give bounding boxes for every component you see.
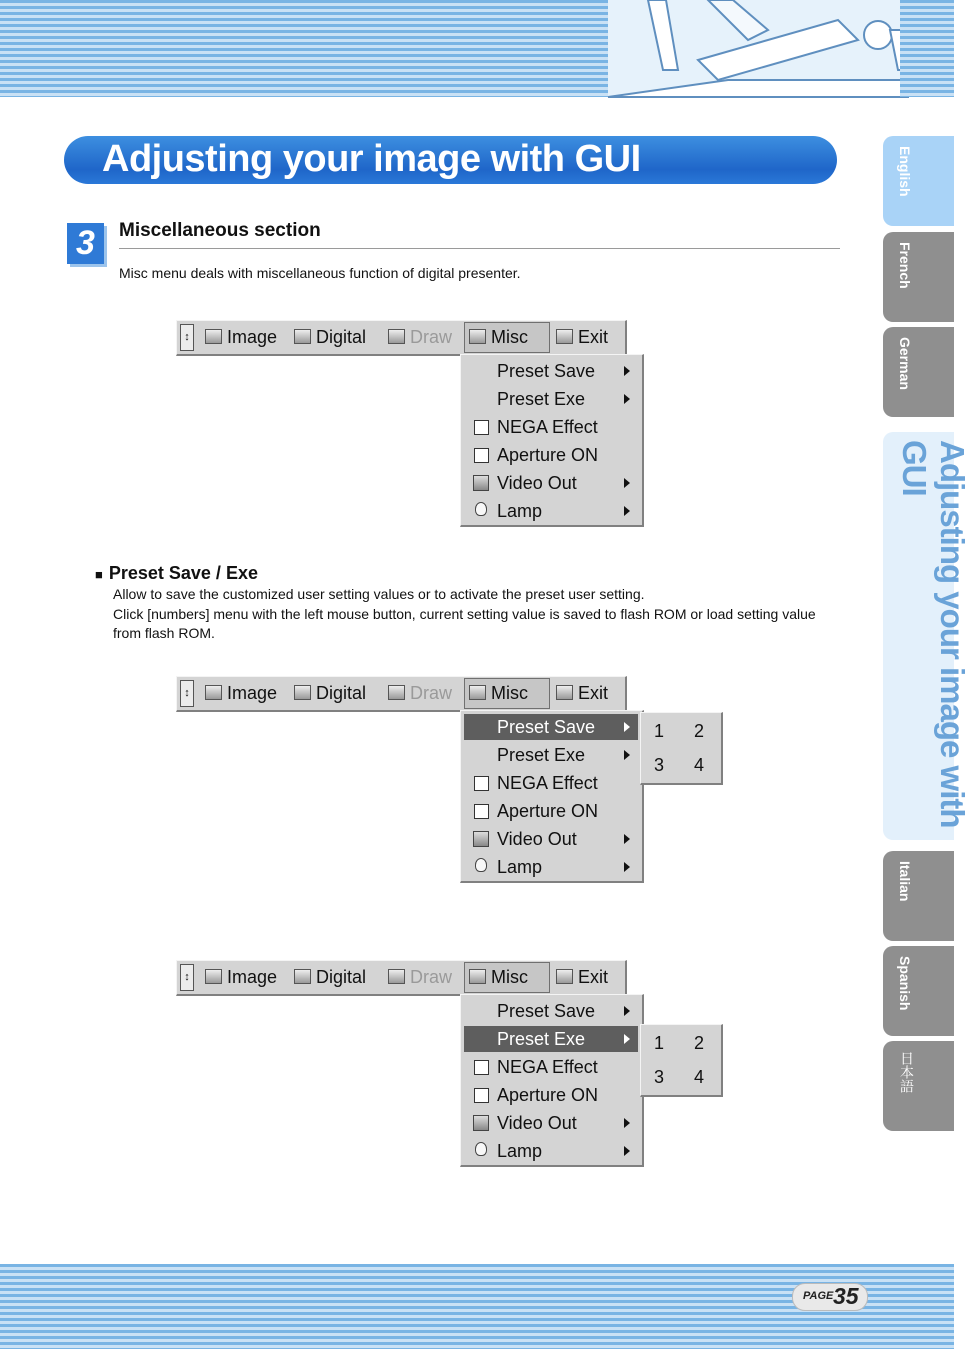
misc-icon [469, 969, 486, 984]
page-number: 35 [833, 1283, 859, 1309]
video-icon [473, 475, 489, 491]
item-preset-exe[interactable]: Preset Exe [464, 742, 638, 768]
item-nega-effect[interactable]: NEGA Effect [464, 414, 638, 440]
image-icon [205, 329, 222, 344]
menubar [176, 676, 627, 712]
menu-misc[interactable]: Misc [464, 678, 550, 709]
tab-current-chapter: Adjusting your image with GUI [883, 432, 954, 840]
submenu-arrow-icon [624, 506, 630, 516]
title-banner [64, 136, 837, 184]
checkbox-icon[interactable] [474, 776, 489, 791]
subsection-paragraph: Allow to save the customized user setting values or to activate the preset user setting. [113, 586, 645, 602]
menu-digital[interactable]: Digital [294, 321, 366, 354]
misc-icon [469, 685, 486, 700]
page-label: PAGE [803, 1290, 834, 1302]
item-preset-save[interactable]: Preset Save [464, 998, 638, 1024]
grip-icon[interactable]: ↕ [180, 324, 194, 351]
exit-icon [556, 685, 573, 700]
item-preset-save[interactable]: Preset Save [464, 358, 638, 384]
item-video-out[interactable]: Video Out [464, 470, 638, 496]
item-video-out[interactable]: Video Out [464, 1110, 638, 1136]
submenu-arrow-icon [624, 862, 630, 872]
presenter-arm-icon [608, 0, 908, 97]
menu-misc[interactable]: Misc [464, 322, 550, 353]
preset-3[interactable]: 3 [653, 755, 664, 775]
page-number-badge [792, 1283, 868, 1311]
item-lamp[interactable]: Lamp [464, 854, 638, 880]
exit-icon [556, 329, 573, 344]
grip-icon[interactable]: ↕ [180, 680, 194, 707]
draw-icon [388, 969, 405, 984]
item-aperture-on[interactable]: Aperture ON [464, 1082, 638, 1108]
preset-2[interactable]: 2 [693, 721, 704, 741]
submenu-arrow-icon [624, 394, 630, 404]
item-preset-save[interactable]: Preset Save [464, 714, 638, 740]
checkbox-icon[interactable] [474, 448, 489, 463]
item-lamp[interactable]: Lamp [464, 498, 638, 524]
menu-exit[interactable]: Exit [556, 321, 608, 354]
submenu-arrow-icon [624, 1146, 630, 1156]
grip-icon[interactable]: ↕ [180, 964, 194, 991]
menu-draw[interactable]: Draw [388, 961, 452, 994]
menu-exit[interactable]: Exit [556, 961, 608, 994]
item-lamp[interactable]: Lamp [464, 1138, 638, 1164]
digital-icon [294, 969, 311, 984]
submenu-arrow-icon [624, 366, 630, 376]
tab-french[interactable]: French [883, 232, 954, 322]
lamp-icon [475, 502, 487, 516]
menu-image[interactable]: Image [205, 321, 277, 354]
preset-4[interactable]: 4 [693, 755, 704, 775]
submenu-arrow-icon [624, 1118, 630, 1128]
preset-number-submenu [640, 712, 723, 785]
draw-icon [388, 685, 405, 700]
section-title: Miscellaneous section [119, 220, 321, 241]
tab-japanese[interactable]: 日本語 [883, 1041, 954, 1131]
item-nega-effect[interactable]: NEGA Effect [464, 770, 638, 796]
video-icon [473, 1115, 489, 1131]
lamp-icon [475, 858, 487, 872]
misc-dropdown [460, 354, 644, 527]
checkbox-icon[interactable] [474, 420, 489, 435]
presenter-illustration [608, 0, 908, 97]
preset-1[interactable]: 1 [653, 721, 664, 741]
preset-number-submenu [640, 1024, 723, 1097]
item-aperture-on[interactable]: Aperture ON [464, 798, 638, 824]
submenu-arrow-icon [624, 722, 630, 732]
bullet-square-icon: ■ [95, 567, 103, 582]
preset-4[interactable]: 4 [693, 1067, 704, 1087]
item-preset-exe[interactable]: Preset Exe [464, 386, 638, 412]
menu-image[interactable]: Image [205, 677, 277, 710]
checkbox-icon[interactable] [474, 804, 489, 819]
preset-1[interactable]: 1 [653, 1033, 664, 1053]
section-divider [119, 248, 840, 249]
menu-misc[interactable]: Misc [464, 962, 550, 993]
section-description: Misc menu deals with miscellaneous function of digital presenter. [119, 265, 521, 281]
tab-spanish[interactable]: Spanish [883, 946, 954, 1036]
submenu-arrow-icon [624, 1006, 630, 1016]
menu-exit[interactable]: Exit [556, 677, 608, 710]
submenu-arrow-icon [624, 750, 630, 760]
tab-english[interactable]: English [883, 136, 954, 226]
item-video-out[interactable]: Video Out [464, 826, 638, 852]
misc-icon [469, 329, 486, 344]
video-icon [473, 831, 489, 847]
preset-3[interactable]: 3 [653, 1067, 664, 1087]
menu-digital[interactable]: Digital [294, 677, 366, 710]
checkbox-icon[interactable] [474, 1060, 489, 1075]
exit-icon [556, 969, 573, 984]
digital-icon [294, 685, 311, 700]
draw-icon [388, 329, 405, 344]
section-number-badge: 3 [67, 223, 104, 264]
page-title: Adjusting your image with GUI [102, 138, 641, 180]
menu-draw[interactable]: Draw [388, 677, 452, 710]
lamp-icon [475, 1142, 487, 1156]
preset-2[interactable]: 2 [693, 1033, 704, 1053]
menu-image[interactable]: Image [205, 961, 277, 994]
submenu-arrow-icon [624, 478, 630, 488]
image-icon [205, 685, 222, 700]
tab-italian[interactable]: Italian [883, 851, 954, 941]
item-preset-exe[interactable]: Preset Exe [464, 1026, 638, 1052]
tab-german[interactable]: German [883, 327, 954, 417]
image-icon [205, 969, 222, 984]
header-stripes-right [900, 0, 954, 97]
digital-icon [294, 329, 311, 344]
checkbox-icon[interactable] [474, 1088, 489, 1103]
item-aperture-on[interactable]: Aperture ON [464, 442, 638, 468]
submenu-arrow-icon [624, 1034, 630, 1044]
header-stripes [0, 0, 610, 97]
misc-dropdown [460, 710, 644, 883]
menu-digital[interactable]: Digital [294, 961, 366, 994]
misc-dropdown [460, 994, 644, 1167]
menubar [176, 960, 627, 996]
menubar [176, 320, 627, 356]
subsection-paragraph: Click [numbers] menu with the left mouse button, current setting value is saved to flash ROM or load setting value from flash ROM. [113, 606, 816, 641]
menu-draw[interactable]: Draw [388, 321, 452, 354]
submenu-arrow-icon [624, 834, 630, 844]
subsection-heading: ■ Preset Save / Exe [95, 563, 258, 583]
item-nega-effect[interactable]: NEGA Effect [464, 1054, 638, 1080]
